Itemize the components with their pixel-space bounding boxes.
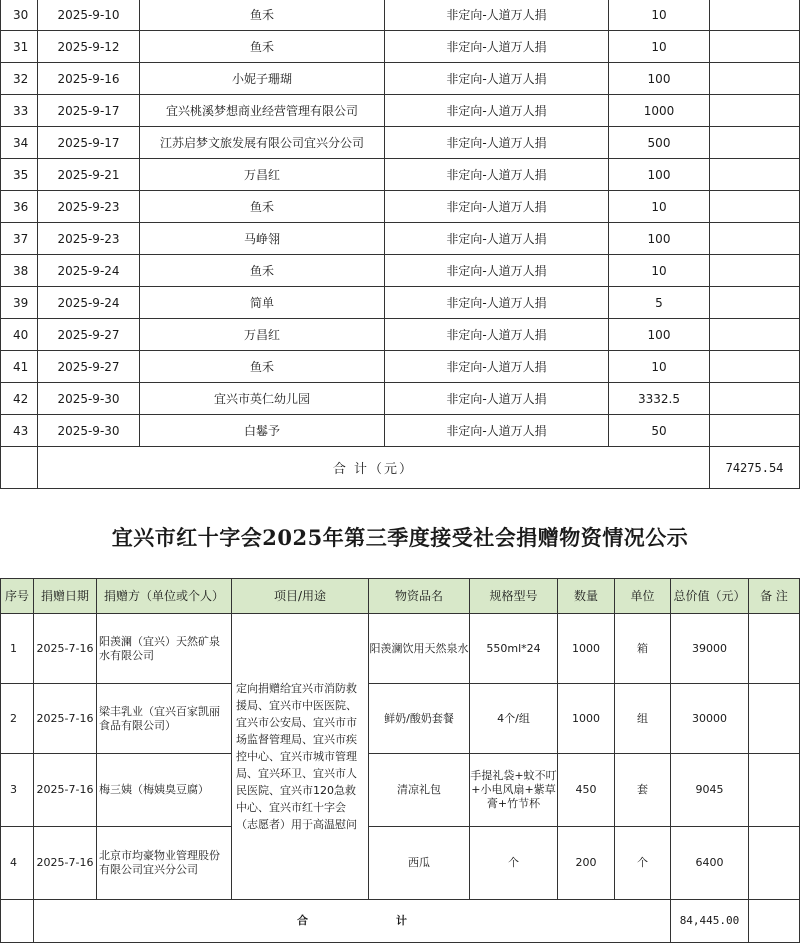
goods-total-row bbox=[1, 900, 800, 943]
cell-donor: 梁丰乳业（宜兴百家凯丽食品有限公司） bbox=[97, 684, 232, 754]
header-seq: 序号 bbox=[1, 579, 34, 614]
cell-date: 2025-7-16 bbox=[34, 754, 97, 827]
cell-note bbox=[749, 827, 800, 900]
header-donor: 捐赠方（单位或个人） bbox=[97, 579, 232, 614]
cell-donor: 鱼禾 bbox=[140, 351, 385, 383]
table-row bbox=[1, 287, 800, 319]
cell-amount: 10 bbox=[609, 31, 710, 63]
cash-total-label: 合 计（元） bbox=[38, 447, 710, 489]
cell-qty: 200 bbox=[558, 827, 615, 900]
cell-type: 非定向-人道万人捐 bbox=[385, 351, 609, 383]
cell-spec: 550ml*24 bbox=[470, 614, 558, 684]
header-note: 备 注 bbox=[749, 579, 800, 614]
table-row bbox=[1, 95, 800, 127]
cell-amount: 10 bbox=[609, 191, 710, 223]
cell-item: 西瓜 bbox=[369, 827, 470, 900]
cell-type: 非定向-人道万人捐 bbox=[385, 255, 609, 287]
cell-date: 2025-9-27 bbox=[38, 351, 140, 383]
cell-type: 非定向-人道万人捐 bbox=[385, 95, 609, 127]
goods-total-label bbox=[34, 900, 671, 943]
cell-seq: 41 bbox=[1, 351, 38, 383]
cell-donor: 鱼禾 bbox=[140, 191, 385, 223]
cell-date: 2025-9-23 bbox=[38, 191, 140, 223]
cell-item: 鲜奶/酸奶套餐 bbox=[369, 684, 470, 754]
total-label-he: 合 bbox=[297, 914, 308, 927]
cell-seq: 42 bbox=[1, 383, 38, 415]
cell-amount: 5 bbox=[609, 287, 710, 319]
cell-unit: 箱 bbox=[615, 614, 671, 684]
cell-donor: 阳羡澜（宜兴）天然矿泉水有限公司 bbox=[97, 614, 232, 684]
goods-total-value: 84,445.00 bbox=[671, 900, 749, 943]
cell-type: 非定向-人道万人捐 bbox=[385, 287, 609, 319]
table-row bbox=[1, 0, 800, 31]
cell-donor: 鱼禾 bbox=[140, 31, 385, 63]
cell-type: 非定向-人道万人捐 bbox=[385, 159, 609, 191]
cell-type: 非定向-人道万人捐 bbox=[385, 31, 609, 63]
cell-type: 非定向-人道万人捐 bbox=[385, 63, 609, 95]
header-project: 项目/用途 bbox=[232, 579, 369, 614]
goods-donation-table bbox=[0, 578, 800, 943]
cell-seq: 43 bbox=[1, 415, 38, 447]
cell-seq: 30 bbox=[1, 0, 38, 31]
cell-date: 2025-9-16 bbox=[38, 63, 140, 95]
cell-amount: 100 bbox=[609, 223, 710, 255]
cell-donor: 梅三姨（梅姨臭豆腐） bbox=[97, 754, 232, 827]
table-row bbox=[1, 614, 800, 684]
cell-type: 非定向-人道万人捐 bbox=[385, 415, 609, 447]
cell-note bbox=[749, 754, 800, 827]
cell-qty: 450 bbox=[558, 754, 615, 827]
cell-item: 清凉礼包 bbox=[369, 754, 470, 827]
cell-type: 非定向-人道万人捐 bbox=[385, 127, 609, 159]
header-item: 物资品名 bbox=[369, 579, 470, 614]
cell-amount: 50 bbox=[609, 415, 710, 447]
cell-donor: 鱼禾 bbox=[140, 255, 385, 287]
cell-donor: 马峥翎 bbox=[140, 223, 385, 255]
cell-project: 定向捐赠给宜兴市消防救援局、宜兴市中医医院、宜兴市公安局、宜兴市市场监督管理局、宜兴市疾控中心、宜兴市城市管理局、宜兴环卫、宜兴市人民医院、宜兴市120急救中心、宜兴市红十字会（志愿者）用于高温慰问 bbox=[232, 614, 369, 900]
cell-date: 2025-9-12 bbox=[38, 31, 140, 63]
cell-donor: 简单 bbox=[140, 287, 385, 319]
table-row bbox=[1, 255, 800, 287]
cell-donor: 北京市均豪物业管理股份有限公司宜兴分公司 bbox=[97, 827, 232, 900]
cell-item: 阳羡澜饮用天然泉水 bbox=[369, 614, 470, 684]
table-row bbox=[1, 159, 800, 191]
header-qty: 数量 bbox=[558, 579, 615, 614]
table-row bbox=[1, 415, 800, 447]
cell-donor: 鱼禾 bbox=[140, 0, 385, 31]
table-row bbox=[1, 684, 800, 754]
cell-date: 2025-7-16 bbox=[34, 827, 97, 900]
cell-type: 非定向-人道万人捐 bbox=[385, 319, 609, 351]
cell-seq: 35 bbox=[1, 159, 38, 191]
cash-total-value: 74275.54 bbox=[710, 447, 800, 489]
cell-amount: 10 bbox=[609, 351, 710, 383]
cell-qty: 1000 bbox=[558, 614, 615, 684]
page-title: 宜兴市红十字会2025年第三季度接受社会捐赠物资情况公示 bbox=[111, 525, 689, 550]
cell-value: 9045 bbox=[671, 754, 749, 827]
cell-amount: 10 bbox=[609, 0, 710, 31]
table-row bbox=[1, 223, 800, 255]
table-row bbox=[1, 827, 800, 900]
cell-seq: 39 bbox=[1, 287, 38, 319]
table-row bbox=[1, 63, 800, 95]
cell-amount: 1000 bbox=[609, 95, 710, 127]
table-row bbox=[1, 383, 800, 415]
cell-amount: 100 bbox=[609, 159, 710, 191]
total-label-ji: 计 bbox=[396, 914, 407, 927]
cell-donor: 万昌红 bbox=[140, 159, 385, 191]
cell-donor: 江苏启梦文旅发展有限公司宜兴分公司 bbox=[140, 127, 385, 159]
cell-date: 2025-9-17 bbox=[38, 127, 140, 159]
cell-date: 2025-9-30 bbox=[38, 415, 140, 447]
cell-date: 2025-9-30 bbox=[38, 383, 140, 415]
cell-donor: 宜兴市英仁幼儿园 bbox=[140, 383, 385, 415]
cell-donor: 万昌红 bbox=[140, 319, 385, 351]
cell-unit: 组 bbox=[615, 684, 671, 754]
cell-seq: 4 bbox=[1, 827, 34, 900]
cell-spec: 4个/组 bbox=[470, 684, 558, 754]
cell-unit: 个 bbox=[615, 827, 671, 900]
cell-donor: 宜兴桃溪梦想商业经营管理有限公司 bbox=[140, 95, 385, 127]
cell-seq: 40 bbox=[1, 319, 38, 351]
table-row bbox=[1, 319, 800, 351]
cell-qty: 1000 bbox=[558, 684, 615, 754]
cell-seq: 1 bbox=[1, 614, 34, 684]
cell-date: 2025-9-21 bbox=[38, 159, 140, 191]
table-row bbox=[1, 754, 800, 827]
cell-spec: 手提礼袋+蚊不叮+小电风扇+紫草膏+竹节杯 bbox=[470, 754, 558, 827]
header-spec: 规格型号 bbox=[470, 579, 558, 614]
cell-date: 2025-9-27 bbox=[38, 319, 140, 351]
cell-amount: 10 bbox=[609, 255, 710, 287]
cell-amount: 3332.5 bbox=[609, 383, 710, 415]
cell-date: 2025-9-24 bbox=[38, 255, 140, 287]
cell-seq: 36 bbox=[1, 191, 38, 223]
cell-seq: 3 bbox=[1, 754, 34, 827]
cell-date: 2025-9-23 bbox=[38, 223, 140, 255]
cell-seq: 37 bbox=[1, 223, 38, 255]
cell-amount: 100 bbox=[609, 63, 710, 95]
header-date: 捐赠日期 bbox=[34, 579, 97, 614]
table-row bbox=[1, 127, 800, 159]
table-row bbox=[1, 31, 800, 63]
header-unit: 单位 bbox=[615, 579, 671, 614]
cell-date: 2025-9-17 bbox=[38, 95, 140, 127]
cell-date: 2025-7-16 bbox=[34, 614, 97, 684]
cell-spec: 个 bbox=[470, 827, 558, 900]
cell-amount: 500 bbox=[609, 127, 710, 159]
cell-seq: 38 bbox=[1, 255, 38, 287]
cell-type: 非定向-人道万人捐 bbox=[385, 383, 609, 415]
cell-date: 2025-7-16 bbox=[34, 684, 97, 754]
cell-amount: 100 bbox=[609, 319, 710, 351]
table-row bbox=[1, 191, 800, 223]
cell-seq: 31 bbox=[1, 31, 38, 63]
cell-type: 非定向-人道万人捐 bbox=[385, 191, 609, 223]
cell-date: 2025-9-24 bbox=[38, 287, 140, 319]
cell-donor: 白鬈予 bbox=[140, 415, 385, 447]
cell-value: 6400 bbox=[671, 827, 749, 900]
cell-unit: 套 bbox=[615, 754, 671, 827]
cell-type: 非定向-人道万人捐 bbox=[385, 223, 609, 255]
cell-donor: 小妮子珊瑚 bbox=[140, 63, 385, 95]
cash-total-row bbox=[1, 447, 800, 489]
cell-seq: 32 bbox=[1, 63, 38, 95]
cell-note bbox=[749, 614, 800, 684]
cell-value: 39000 bbox=[671, 614, 749, 684]
cell-value: 30000 bbox=[671, 684, 749, 754]
cell-note bbox=[749, 684, 800, 754]
cell-seq: 33 bbox=[1, 95, 38, 127]
header-value: 总价值（元） bbox=[671, 579, 749, 614]
cell-seq: 34 bbox=[1, 127, 38, 159]
table-row bbox=[1, 351, 800, 383]
cell-seq: 2 bbox=[1, 684, 34, 754]
cell-type: 非定向-人道万人捐 bbox=[385, 0, 609, 31]
cell-date: 2025-9-10 bbox=[38, 0, 140, 31]
goods-header-row bbox=[1, 579, 800, 614]
